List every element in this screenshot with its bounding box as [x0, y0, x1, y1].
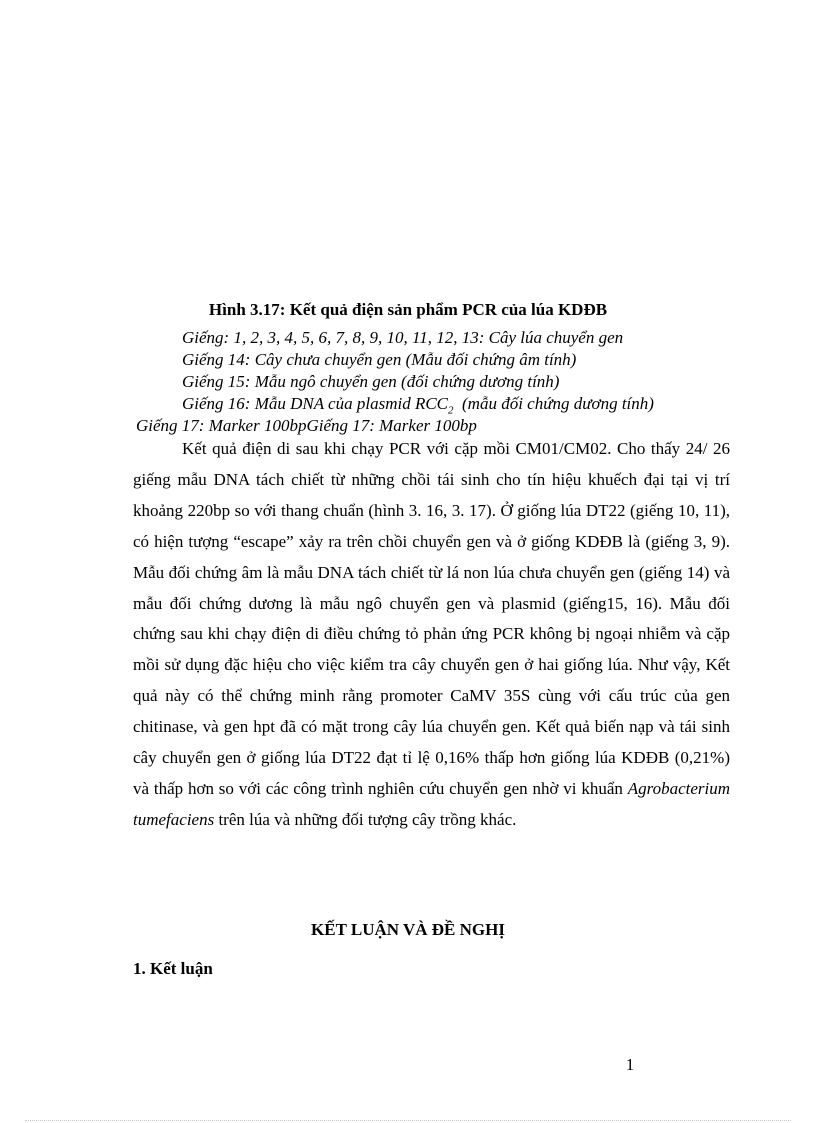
- figure-title: Hình 3.17: Kết quả điện sản phẩm PCR của lúa KDĐB: [208, 300, 608, 319]
- legend-subscript: 2: [448, 404, 454, 417]
- legend-line-3: Giếng 15: Mẫu ngô chuyển gen (đối chứng dương tính): [182, 372, 560, 391]
- footer-divider: [25, 1120, 791, 1121]
- section-heading: KẾT LUẬN VÀ ĐỀ NGHỊ: [311, 920, 505, 939]
- legend-line-5: Giếng 17: Marker 100bpGiếng 17: Marker 100bp: [136, 416, 477, 435]
- body-italic-term: Agrobacterium tumefaciens: [133, 778, 731, 829]
- legend-line-4-note: (mẫu đối chứng dương tính): [462, 394, 654, 413]
- body-end-text: trên lúa và những đối tượng cây trồng khác.: [218, 809, 517, 829]
- legend-line-1: Giếng: 1, 2, 3, 4, 5, 6, 7, 8, 9, 10, 11, 12, 13: Cây lúa chuyển gen: [182, 328, 624, 347]
- body-paragraph: [133, 434, 730, 836]
- subsection-heading: 1. Kết luận: [133, 959, 213, 978]
- page-number: 1: [625, 1055, 635, 1074]
- legend-line-2: Giếng 14: Cây chưa chuyển gen (Mẫu đối chứng âm tính): [182, 350, 577, 369]
- body-main-text: Kết quả điện di sau khi chạy PCR với cặp mồi CM01/CM02. Cho thấy 24/ 26 giếng mẫu DNA tách chiết từ những chồi tái sinh cho tín hiệu khuếch đại tại vị trí khoảng 220bp so với thang chuẩn (hình 3. 16, 3. 17). Ở giống lúa DT22 (giếng 10, 11), có hiện tượng “escape” xảy ra trên chồi chuyển gen và ở giống KDĐB là (giếng 3, 9). Mẫu đối chứng âm là mẫu DNA tách chiết từ lá non lúa chưa chuyển gen (giếng 14) và mẫu đối chứng dương là mẫu ngô chuyển gen và plasmid (giếng15, 16). Mẫu đối chứng sau khi chạy điện di điều chứng tỏ phản ứng PCR không bị ngoại nhiễm và cặp mồi sử dụng đặc hiệu cho việc kiểm tra cây chuyển gen ở hai giống lúa. Như vậy, Kết quả này có thể chứng minh rằng promoter CaMV 35S cùng với cấu trúc của gen chitinase, và gen hpt đã có mặt trong cây lúa chuyển gen. Kết quả biến nạp và tái sinh cây chuyển gen ở giống lúa DT22 đạt tỉ lệ 0,16% thấp hơn giống lúa KDĐB (0,21%) và thấp hơn so với các công trình nghiên cứu chuyển gen nhờ vi khuẩn: [133, 439, 730, 798]
- legend-line-4-text: Giếng 16: Mẫu DNA của plasmid RCC: [182, 394, 449, 413]
